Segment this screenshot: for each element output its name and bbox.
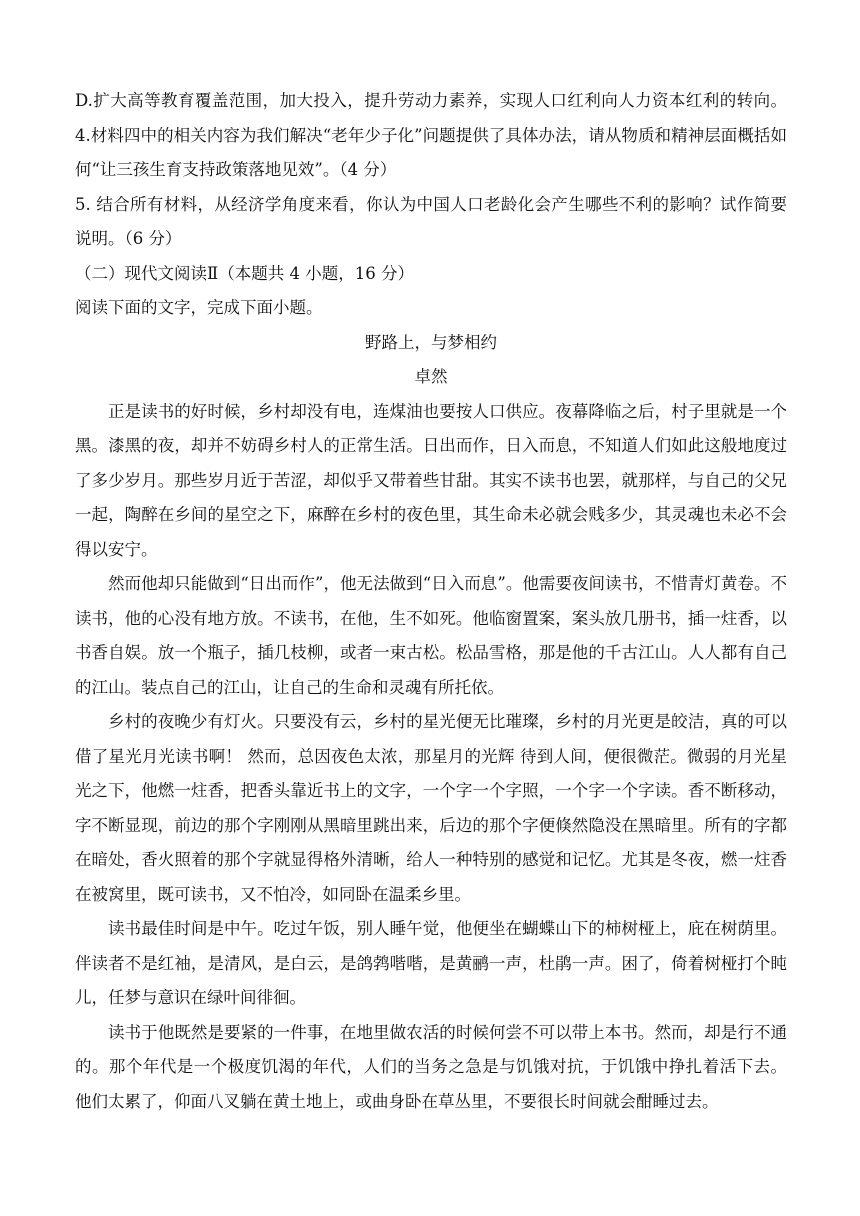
question-5: 5. 结合所有材料，从经济学角度来看，你认为中国人口老龄化会产生哪些不利的影响？试作简要说明。（6 分）: [75, 194, 787, 248]
article-paragraph-1: 正是读书的好时候，乡村却没有电，连煤油也要按人口供应。夜幕降临之后，村子里就是一个黑。漆黑的夜，却并不妨碍乡村人的正常生活。日出而作，日入而息，不知道人们如此这般地度过了多少岁月。那些岁月近于苦涩，却似乎又带着些甘甜。其实不读书也罢，就那样，与自己的父兄一起，陶醉在乡间的星空之下，麻醉在乡村的夜色里，其生命未必就会贱多少，其灵魂也未必不会得以安宁。: [75, 401, 787, 559]
article-paragraph-3: 乡村的夜晚少有灯火。只要没有云，乡村的星光便无比璀璨，乡村的月光更是皎洁，真的可以借了星光月光读书啊！ 然而，总因夜色太浓，那星月的光辉 待到人间，便很微茫。微弱的月光星光之下，他燃一炷香，把香头靠近书上的文字，一个字一个字照，一个字一个字读。香不断移动，字不断显现，前边的那个字刚刚从黑暗里跳出来，后边的那个字便倏然隐没在黑暗里。所有的字都在暗处，香火照着的那个字就显得格外清晰，给人一种特别的感觉和记忆。尤其是冬夜，燃一炷香在被窝里，既可读书，又不怕冷，如同卧在温柔乡里。: [75, 712, 787, 904]
reading-instruction: 阅读下面的文字，完成下面小题。: [75, 298, 323, 317]
article-paragraph-4: 读书最佳时间是中午。吃过午饭，别人睡午觉，他便坐在蝴蝶山下的柿树桠上，庇在树荫里。伴读者不是红袖，是清风，是白云，是鸽鹁喈喈，是黄鹂一声，杜鹃一声。困了，倚着树桠打个盹儿，任梦与意识在绿叶间徘徊。: [75, 919, 787, 1007]
article-title: 野路上，与梦相约: [365, 332, 497, 352]
section-heading: （二）现代文阅读Ⅱ（本题共 4 小题，16 分）: [75, 263, 414, 283]
option-d: D.扩大高等教育覆盖范围，加大投入，提升劳动力素养，实现人口红利向人力资本红利的转向。: [75, 91, 787, 110]
article-paragraph-5: 读书于他既然是要紧的一件事，在地里做农活的时候何尝不可以带上本书。然而，却是行不通的。那个年代是一个极度饥渴的年代，人们的当务之急是与饥饿对抗，于饥饿中挣扎着活下去。 他们太累了，仰面八叉躺在黄土地上，或曲身卧在草丛里，不要很长时间就会酣睡过去。: [75, 1022, 787, 1111]
question-4: 4.材料四中的相关内容为我们解决“老年少子化”问题提供了具体办法，请从物质和精神层面概括如何“让三孩生育支持政策落地见效”。（4 分）: [75, 125, 787, 179]
document-page: [75, 84, 787, 1119]
article-paragraph-2: 然而他却只能做到“日出而作”，他无法做到“日入而息”。他需要夜间读书，不惜青灯黄卷。不读书，他的心没有地方放。不读书，在他，生不如死。他临窗置案，案头放几册书，插一炷香，以书香自娱。放一个瓶子，插几枝柳，或者一束古松。松品雪格，那是他的千古江山。人人都有自己的江山。装点自己的江山，让自己的生命和灵魂有所托依。: [75, 574, 787, 697]
article-author: 卓然: [414, 367, 448, 386]
